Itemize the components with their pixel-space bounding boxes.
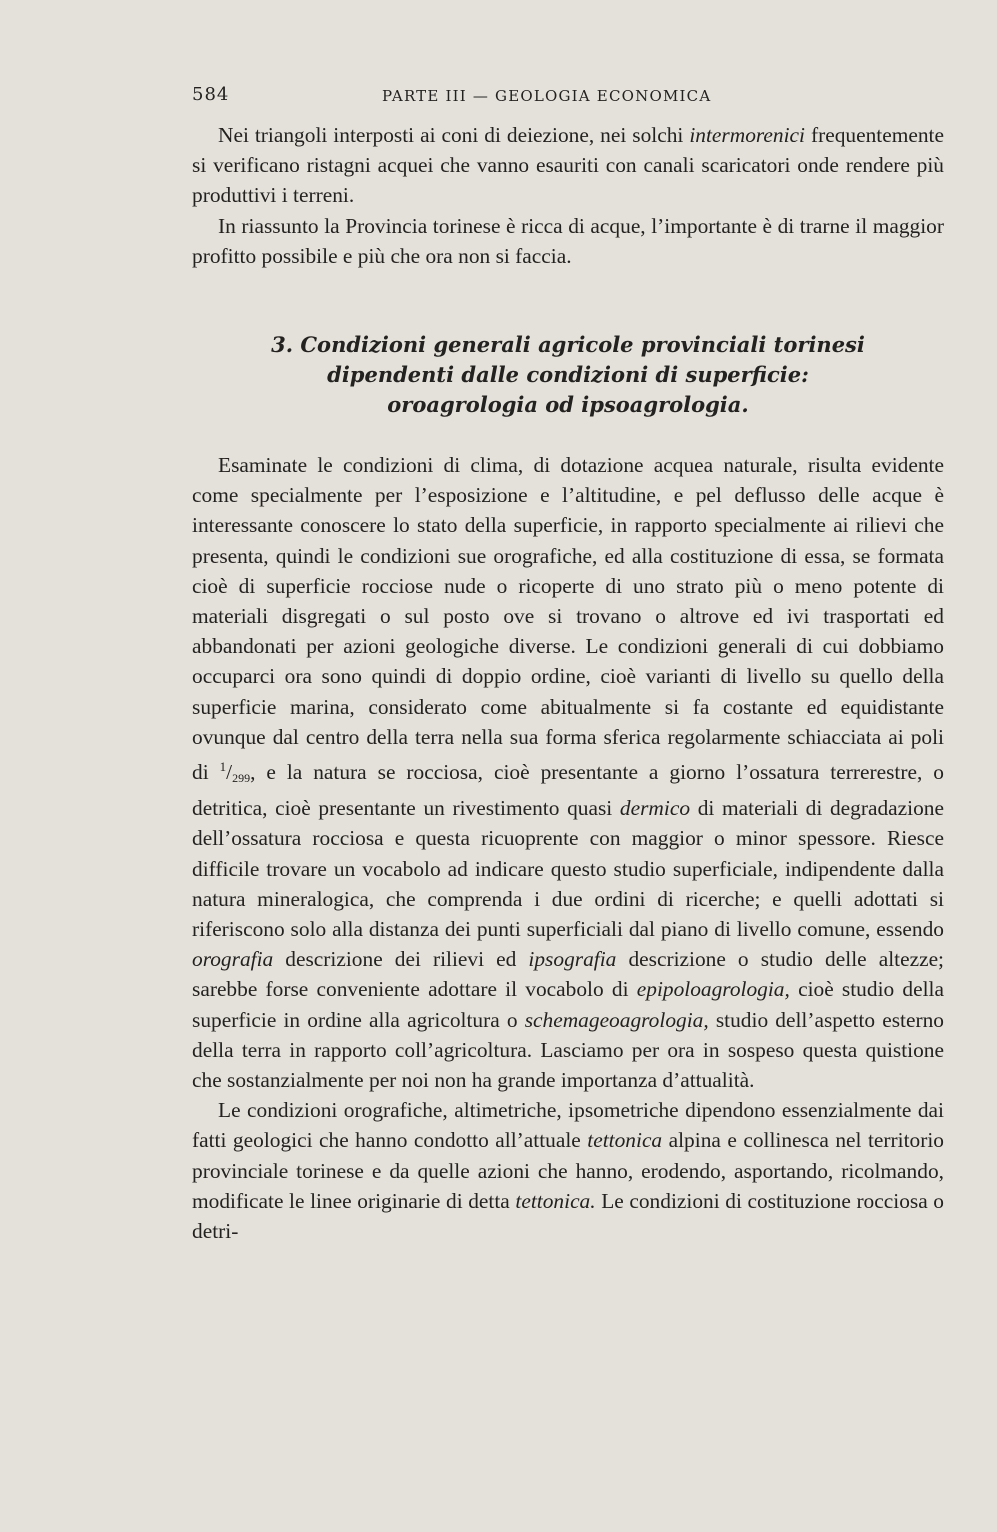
- heading-line-3: oroagrologia od ipsoagrologia.: [387, 392, 749, 417]
- text-run: In riassunto la Provincia torinese è ricca di acque, l’importante è di trarne il maggior profitto possibile e più che ora non si faccia.: [192, 213, 944, 268]
- text-run: studio dell’aspetto esterno della terra in rapporto coll’agricoltura. Lasciamo per ora in sospeso questa quistione che sostanzialmente per noi non ha grande importanza d’attualità.: [192, 1007, 944, 1093]
- italic-term: orografia: [192, 947, 274, 972]
- italic-term: tettonica: [587, 1128, 663, 1153]
- italic-term: epipoloagrologia,: [636, 977, 790, 1002]
- text-run: alpina e collinesca nel territorio provinciale torinese e da quelle azioni che hanno, erodendo, asportando, ricolmando, modificate le linee originarie di detta: [192, 1128, 944, 1213]
- text-run: Le condizioni di costituzione rocciosa o detri-: [192, 1188, 944, 1244]
- page-number: 584: [192, 84, 230, 105]
- text-run: , e la natura se rocciosa, cioè presentante a giorno l’ossatura terrerestre, o detritica, cioè presentante un rivestimento quasi: [192, 760, 944, 821]
- paragraph-intro-1: [192, 120, 944, 211]
- italic-term: schemageoagrologia,: [524, 1007, 709, 1032]
- italic-term: intermorenici: [689, 123, 805, 147]
- heading-line-1: 3. Condizioni generali agricole provinciali torinesi: [271, 332, 865, 357]
- fraction-numerator: 1: [219, 759, 227, 775]
- italic-term: ipsografia: [528, 947, 617, 972]
- running-title: PARTE III — GEOLOGIA ECONOMICA: [382, 87, 712, 105]
- text-run: Nei triangoli interposti ai coni di deiezione, nei solchi: [218, 123, 690, 147]
- text-run: frequentemente si verificano ristagni acquei che vanno esauriti con canali scaricatori onde rendere più produttivi i terreni.: [192, 123, 944, 208]
- fraction-denominator: 299: [232, 771, 251, 786]
- section-heading: [192, 330, 944, 420]
- paragraph-body-2: [192, 1095, 944, 1246]
- text-run: di materiali di degradazione dell’ossatura rocciosa e questa ricuoprente con maggior o minor spessore. Riesce difficile trovare un vocabolo ad indicare questo studio superficiale, indipendente dalla natura mineralogica, che comprenda i due ordini di ricerche; e quelli adottati si riferiscono solo alla distanza dei punti superficiali dal piano di livello comune, essendo: [192, 796, 944, 942]
- paragraph-intro-2: [192, 211, 944, 271]
- text-run: Esaminate le condizioni di clima, di dotazione acquea naturale, risulta evidente come specialmente per l’esposizione e l’altitudine, e pel deflusso delle acque è interessante conoscere lo stato della superficie, in rapporto specialmente ai rilievi che presenta, quindi le condizioni sue orografiche, ed alla costituzione di essa, se formata cioè di superficie rocciose nude o ricoperte di uno strato più o meno potente di materiali disgregati o sul posto ove si trovano o altrove ed ivi trasportati ed abbandonati per azioni geologiche diverse. Le condizioni generali di cui dobbiamo occuparci ora sono quindi di doppio ordine, cioè varianti di livello su quello della superficie marina, considerato come abitualmente si fa costante ed equidistante ovunque dal centro della terra nella sua forma sferica regolarmente schiacciata ai poli di: [192, 453, 944, 785]
- text-run: Le condizioni orografiche, altimetriche, ipsometriche dipendono essenzialmente dai fatti geologici che hanno condotto all’attuale: [192, 1098, 944, 1153]
- intro-block: [192, 120, 944, 271]
- italic-term: tettonica.: [515, 1188, 596, 1213]
- body-block: [192, 450, 944, 1246]
- text-run: descrizione o studio delle altezze; sarebbe forse conveniente adottare il vocabolo di: [192, 947, 945, 1002]
- paragraph-body-1: Esaminate le condizioni di clima, di dotazione acquea naturale, risulta evidente come specialmente per l’esposizione e l’altitudine, e pel deflusso delle acque è interessante conoscere lo stato della superficie, in rapporto specialmente ai rilievi che presenta, quindi le condizioni sue orografiche, ed alla costituzione di essa, se formata cioè di superficie rocciose nude o ricoperte di uno strato più o meno potente di materiali disgregati o sul posto ove si trovano o altrove ed ivi trasportati ed abbandonati per azioni geologiche diverse. Le condizioni generali di cui dobbiamo occuparci ora sono quindi di doppio ordine, cioè varianti di livello su quello della superficie marina, considerato come abitualmente si fa costante ed equidistante ovunque dal centro della terra nella sua forma sferica regolarmente schiacciata ai poli di $^1/_{299}$, e la natura se rocciosa, cioè presentante a giorno l’ossatura terrerestre, o detritica, cioè presentante un rivestimento quasi dermico di materiali di degradazione dell’ossatura rocciosa e questa ricuoprente con maggior o minor spessore. Riesce difficile trovare un vocabolo ad indicare questo studio superficiale, indipendente dalla natura mineralogica, che comprenda i due ordini di ricerche; e quelli adottati si riferiscono solo alla distanza dei punti superficiali dal piano di livello comune, essendo orografia descrizione dei rilievi ed ipsografia descrizione o studio delle altezze; sarebbe forse conveniente adottare il vocabolo di epipoloagrologia, cioè studio della superficie in ordine alla agricoltura o schemageoagrologia, studio dell’aspetto esterno della terra in rapporto coll’agricoltura. Lasciamo per ora in sospeso questa quistione che sostanzialmente per noi non ha grande importanza d’attualità.: [192, 453, 945, 1093]
- page-header: [192, 84, 944, 114]
- text-run: descrizione dei rilievi ed: [273, 947, 529, 972]
- text-run: cioè studio della superficie in ordine alla agricoltura o: [192, 977, 944, 1032]
- italic-term: dermico: [619, 796, 691, 821]
- heading-line-2: dipendenti dalle condizioni di superficie:: [327, 362, 809, 387]
